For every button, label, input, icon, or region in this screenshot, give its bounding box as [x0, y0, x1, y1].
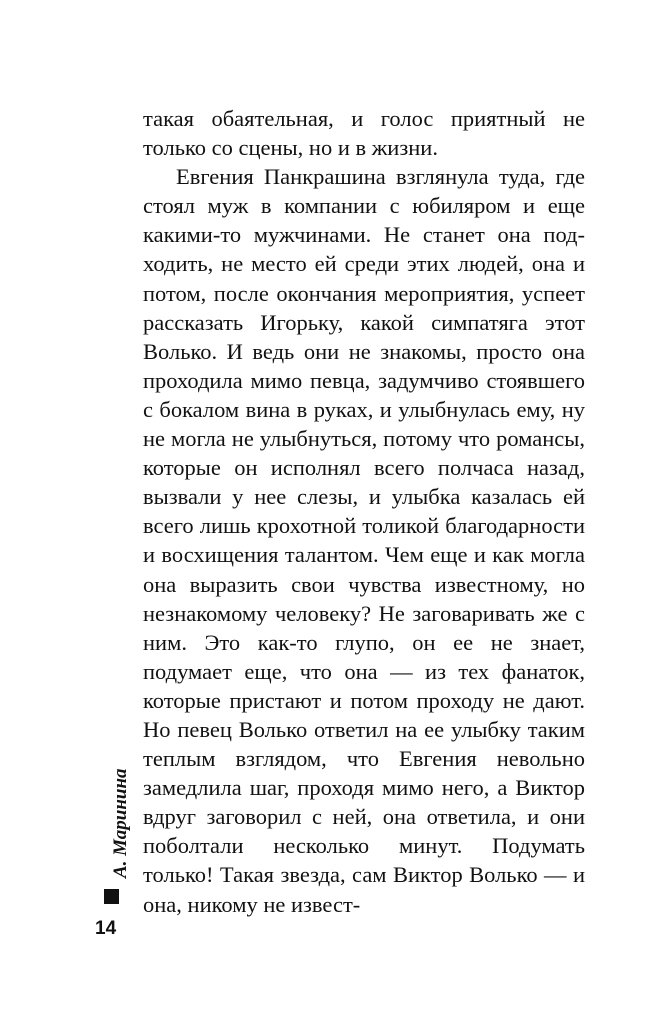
square-marker-icon [104, 889, 119, 904]
page-number: 14 [95, 918, 117, 939]
paragraph-1: такая обаятельная, и голос приятный не только со сцены, но и в жизни. [143, 106, 585, 161]
author-name: А. Маринина [110, 768, 131, 878]
running-header [96, 768, 131, 878]
paragraph-2: Евгения Панкрашина взглянула туда, где стоял муж в компании с юбиляром и еще какими-то мужчинами. Не станет она подходить, не место ей среди этих людей, она и потом, после окончания мероприятия, успеет рассказать Игорьку, какой симпатяга этот Волько. И ведь они не знакомы, просто она проходила мимо певца, задумчиво стоявшего с бокалом вина в руках, и улыбнулась ему, ну не могла не улыбнуться, потому что романсы, которые он исполнял всего полчаса назад, вызвали у нее слезы, и улыбка казалась ей всего лишь крохотной толикой благодарности и восхищения талантом. Чем еще и как могла она выразить свои чувства известному, но незнакомому человеку? Не заговаривать же с ним. Это как-то глупо, он ее не знает, подумает еще, что она — из тех фанаток, которые пристают и потом проходу не дают. Но певец Волько ответил на ее улыбку таким теплым взглядом, что Евгения невольно замедлила шаг, проходя мимо него, а Виктор вдруг заговорил с ней, она ответила, и они поболтали несколько минут. Подумать только! Такая звезда, сам Виктор Волько — и она, никому не извест- [143, 164, 585, 917]
body-text [143, 104, 585, 919]
